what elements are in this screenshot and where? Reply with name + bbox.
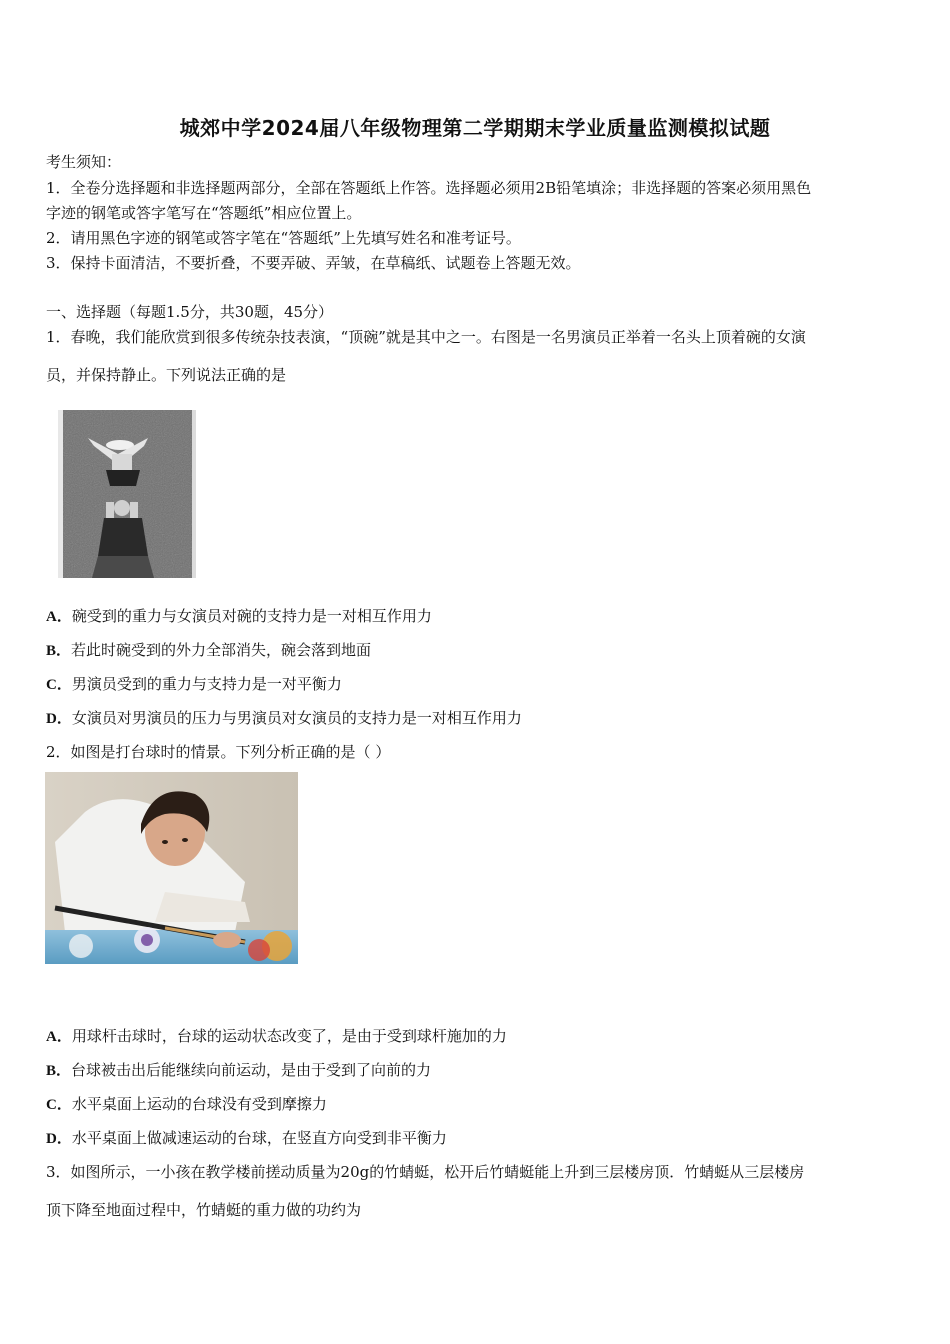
- notice-item: 2．请用黑色字迹的钢笔或答字笔在“答题纸”上先填写姓名和准考证号。: [46, 229, 521, 247]
- question-2-option-b[interactable]: [46, 1060, 431, 1081]
- option-text: 水平桌面上做减速运动的台球，在竖直方向受到非平衡力: [71, 1129, 447, 1147]
- option-key: B．: [46, 1063, 72, 1079]
- option-text: 台球被击出后能继续向前运动，是由于受到了向前的力: [71, 1061, 432, 1079]
- billiards-photo: [45, 772, 298, 964]
- notice-item: 字迹的钢笔或答字笔写在“答题纸”相应位置上。: [46, 204, 362, 222]
- question-1-option-c[interactable]: [46, 674, 342, 695]
- option-text: 用球杆击球时，台球的运动状态改变了，是由于受到球杆施加的力: [71, 1027, 507, 1045]
- question-2-option-d[interactable]: [46, 1128, 447, 1149]
- question-1-text: 1．春晚，我们能欣赏到很多传统杂技表演，“顶碗”就是其中之一。右图是一名男演员正举着一名头上顶着碗的女演: [46, 328, 806, 346]
- question-1-option-d[interactable]: [46, 708, 522, 729]
- option-key: A．: [46, 609, 72, 625]
- option-key: C．: [46, 1097, 72, 1113]
- option-key: B．: [46, 643, 72, 659]
- question-3-text: 顶下降至地面过程中，竹蜻蜓的重力做的功约为: [46, 1201, 362, 1219]
- question-1-option-b[interactable]: [46, 640, 371, 661]
- option-key: A．: [46, 1029, 72, 1045]
- question-3-text: 3．如图所示，一小孩在教学楼前搓动质量为20g的竹蜻蜓，松开后竹蜻蜓能上升到三层楼房顶．竹蜻蜓从三层楼房: [46, 1163, 805, 1181]
- section-heading: 一、选择题（每题1.5分，共30题，45分）: [46, 303, 334, 321]
- exam-title: 城郊中学2024届八年级物理第二学期期末学业质量监测模拟试题: [179, 116, 771, 140]
- notice-heading: 考生须知：: [46, 153, 122, 171]
- option-key: C．: [46, 677, 72, 693]
- option-key: D．: [46, 1131, 72, 1147]
- option-key: D．: [46, 711, 72, 727]
- question-2-option-c[interactable]: [46, 1094, 327, 1115]
- option-text: 若此时碗受到的外力全部消失，碗会落到地面: [71, 641, 372, 659]
- notice-item: 3．保持卡面清洁，不要折叠，不要弄破、弄皱，在草稿纸、试题卷上答题无效。: [46, 254, 581, 272]
- question-2-option-a[interactable]: [46, 1026, 507, 1047]
- question-1-text: 员，并保持静止。下列说法正确的是: [46, 366, 287, 384]
- option-text: 水平桌面上运动的台球没有受到摩擦力: [71, 1095, 327, 1113]
- option-text: 女演员对男演员的压力与男演员对女演员的支持力是一对相互作用力: [71, 709, 522, 727]
- acrobat-photo: [58, 410, 196, 578]
- option-text: 碗受到的重力与女演员对碗的支持力是一对相互作用力: [71, 607, 432, 625]
- question-2-text: 2．如图是打台球时的情景。下列分析正确的是（ ）: [46, 743, 391, 761]
- option-text: 男演员受到的重力与支持力是一对平衡力: [71, 675, 342, 693]
- question-1-option-a[interactable]: [46, 606, 432, 627]
- notice-item: 1．全卷分选择题和非选择题两部分，全部在答题纸上作答。选择题必须用2B铅笔填涂；非选择题的答案必须用黑色: [46, 179, 812, 197]
